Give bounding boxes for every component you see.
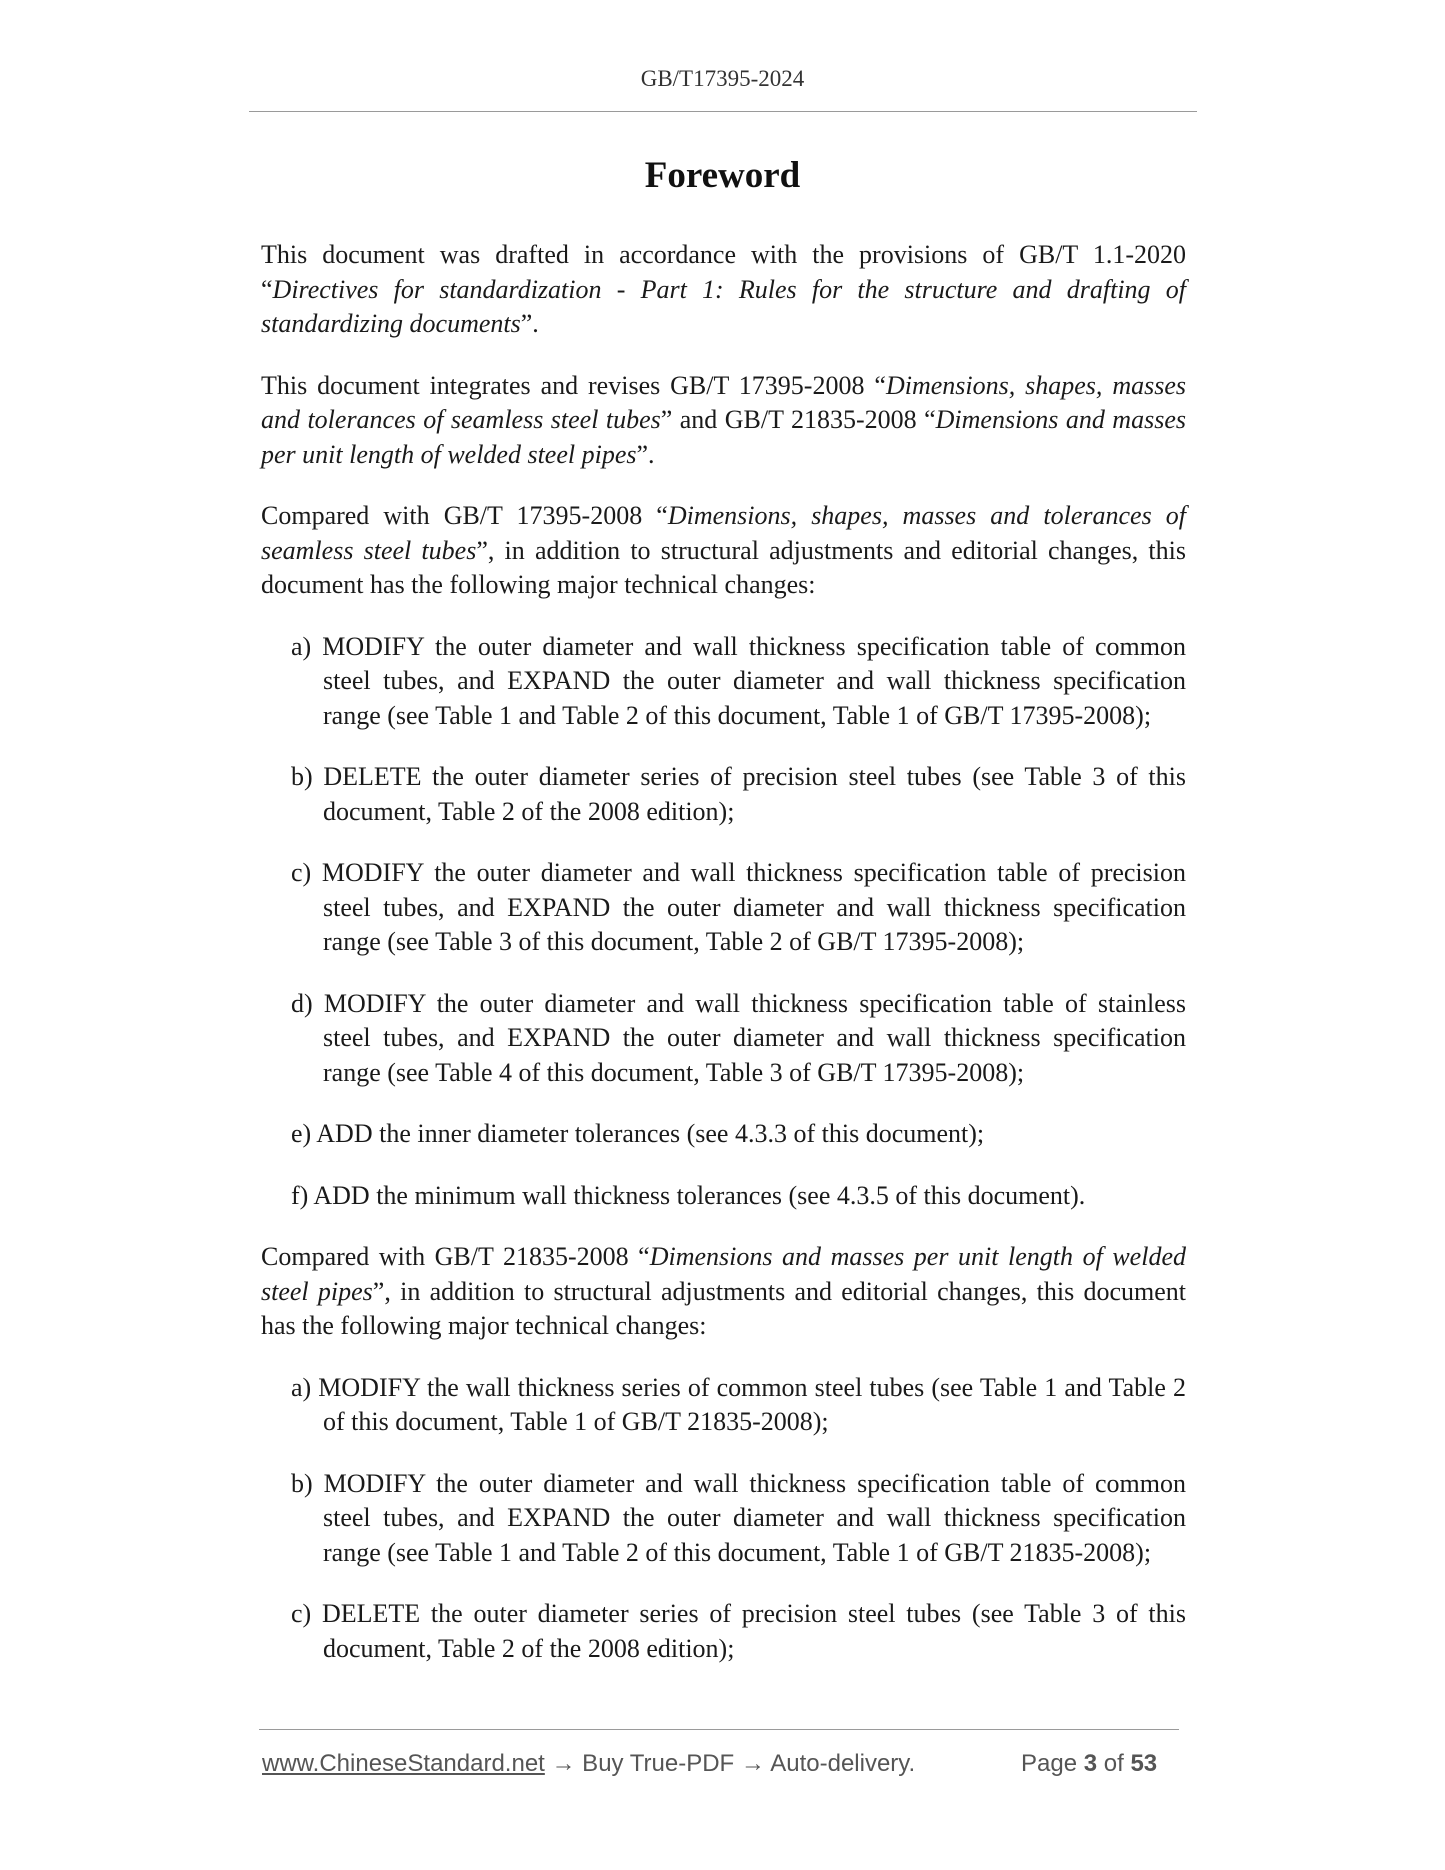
paragraph-drafting-basis: This document was drafted in accordance with the provisions of GB/T 1.1-2020 “Directives for standardization - Part 1: Rules for the structure and drafting of standardizing documents”. [261, 240, 1186, 338]
list-item: a) MODIFY the wall thickness series of common steel tubes (see Table 1 and Table 2 of this document, Table 1 of GB/T 21835-2008); [291, 1372, 1186, 1436]
total-page-count: 53 [1130, 1750, 1158, 1777]
current-page-number: 3 [1083, 1750, 1098, 1777]
list-item: c) DELETE the outer diameter series of precision steel tubes (see Table 3 of this document, Table 2 of the 2008 edition); [291, 1599, 1186, 1663]
footer-promo-text: → Buy True-PDF → Auto-delivery. [544, 1750, 916, 1777]
list-item: d) MODIFY the outer diameter and wall thickness specification table of stainless steel tubes, and EXPAND the outer diameter and wall thickness specification range (see Table 4 of this document, Table 3 of GB/T 17395-2008); [291, 988, 1186, 1087]
list-item: e) ADD the inner diameter tolerances (see 4.3.3 of this document); [291, 1119, 985, 1148]
body-text [261, 238, 1186, 1693]
header-divider [249, 111, 1197, 112]
header-doc-code: GB/T17395-2024 [640, 66, 805, 91]
paragraph-compare-17395: Compared with GB/T 17395-2008 “Dimensions, shapes, masses and tolerances of seamless steel tubes”, in addition to structural adjustments and editorial changes, this document has the following major technical changes: [261, 501, 1186, 599]
list-item: a) MODIFY the outer diameter and wall thickness specification table of common steel tubes, and EXPAND the outer diameter and wall thickness specification range (see Table 1 and Table 2 of this document, Table 1 of GB/T 17395-2008); [291, 631, 1186, 730]
changes-list-17395 [261, 630, 1186, 1214]
page-title: Foreword [644, 155, 801, 196]
list-item: f) ADD the minimum wall thickness tolerances (see 4.3.5 of this document). [291, 1180, 1086, 1210]
paragraph-integration: This document integrates and revises GB/T 17395-2008 “Dimensions, shapes, masses and tolerances of seamless steel tubes” and GB/T 21835-2008 “Dimensions and masses per unit length of welded steel pipes”. [261, 370, 1186, 469]
page-indicator: Page 3 of 53 [1021, 1750, 1158, 1777]
footer-promo [262, 1750, 915, 1778]
list-item: b) DELETE the outer diameter series of precision steel tubes (see Table 3 of this document, Table 2 of the 2008 edition); [291, 762, 1186, 826]
list-item: c) MODIFY the outer diameter and wall thickness specification table of precision steel tubes, and EXPAND the outer diameter and wall thickness specification range (see Table 3 of this document, Table 2 of GB/T 17395-2008); [291, 858, 1186, 956]
footer-divider [259, 1729, 1179, 1730]
paragraph-compare-21835: Compared with GB/T 21835-2008 “Dimensions and masses per unit length of welded steel pipes”, in addition to structural adjustments and editorial changes, this document has the following major technical changes: [261, 1242, 1186, 1340]
website-link[interactable]: www.ChineseStandard.net [262, 1750, 545, 1777]
changes-list-21835 [261, 1371, 1186, 1667]
list-item: b) MODIFY the outer diameter and wall thickness specification table of common steel tubes, and EXPAND the outer diameter and wall thickness specification range (see Table 1 and Table 2 of this document, Table 1 of GB/T 21835-2008); [291, 1468, 1186, 1567]
